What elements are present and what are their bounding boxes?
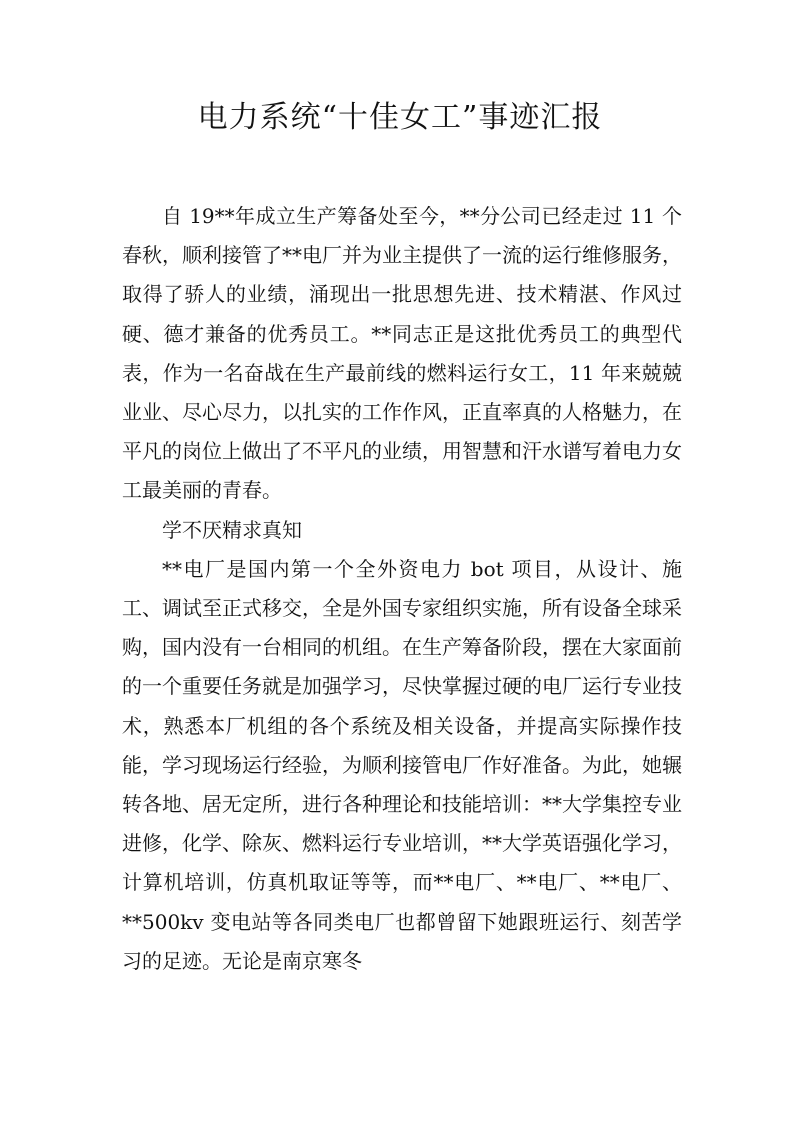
document-body [122,197,682,981]
paragraph-intro: 自 19**年成立生产筹备处至今，**分公司已经走过 11 个春秋，顺利接管了**电厂并为业主提供了一流的运行维修服务，取得了骄人的业绩，涌现出一批思想先进、技术精湛、作风过硬、德才兼备的优秀员工。**同志正是这批优秀员工的典型代表，作为一名奋战在生产最前线的燃料运行女工，11 年来兢兢业业、尽心尽力，以扎实的工作作风，正直率真的人格魅力，在平凡的岗位上做出了不平凡的业绩，用智慧和汗水谱写着电力女工最美丽的青春。 [122,204,682,503]
section-heading: 学不厌精求真知 [162,517,302,542]
document-title: 电力系统“十佳女工”事迹汇报 [197,100,603,135]
paragraph-study: **电厂是国内第一个全外资电力 bot 项目，从设计、施工、调试至正式移交，全是外国专家组织实施，所有设备全球采购，国内没有一台相同的机组。在生产筹备阶段，摆在大家面前的一个重要任务就是加强学习，尽快掌握过硬的电厂运行专业技术，熟悉本厂机组的各个系统及相关设备，并提高实际操作技能，学习现场运行经验，为顺利接管电厂作好准备。为此，她辗转各地、居无定所，进行各种理论和技能培训：**大学集控专业进修，化学、除灰、燃料运行专业培训，**大学英语强化学习，计算机培训，仿真机取证等等，而**电厂、**电厂、**电厂、**500kv 变电站等各同类电厂也都曾留下她跟班运行、刻苦学习的足迹。无论是南京寒冬 [122,556,682,973]
